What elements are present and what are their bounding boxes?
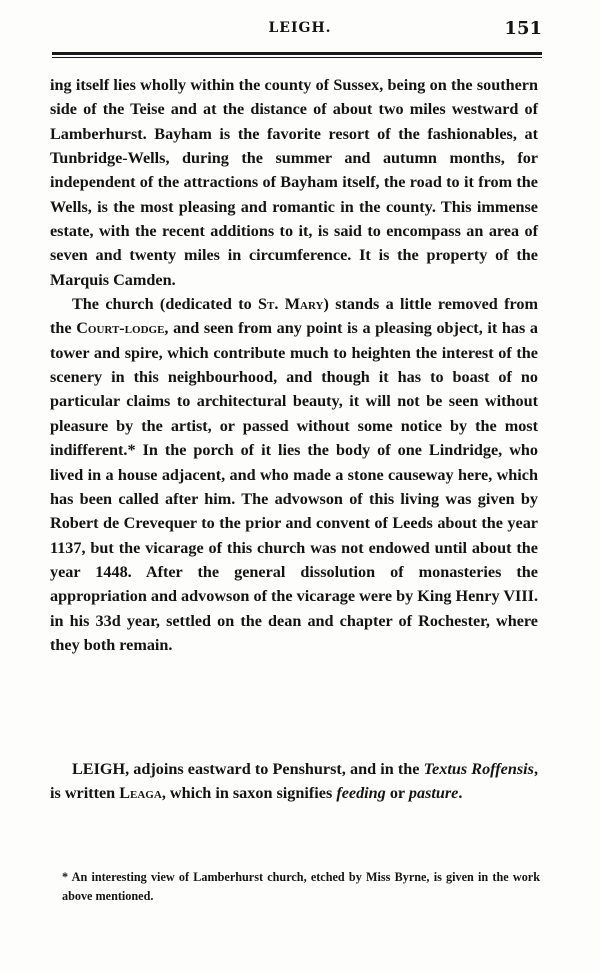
leigh-text-c: , which in saxon signifies <box>161 784 337 803</box>
pasture: pasture <box>408 784 459 803</box>
paragraph-bayham: ing itself lies wholly within the county of Sussex, being on the southern side of the Teise and at the distance of about two miles westward of Lamberhurst. Bayham is the favorite resort of the fashionables, at Tunbridge-Wells, during the summer and autumn months, for independent of the attractions of Bayham itself, the road to it from the Wells, is the most pleasing and romantic in the county. This immense estate, with the recent additions to it, is said to encompass an area of seven and twenty miles in circumference. It is the property of the Marquis Camden. <box>50 76 538 289</box>
church-text-b: ) stands a little removed from the <box>50 295 538 338</box>
church-text-a: The church (dedicated to <box>72 295 259 314</box>
page-header <box>50 14 550 48</box>
footnote: * An interesting view of Lamberhurst church, etched by Miss Byrne, is given in the work above mentioned. <box>62 870 540 903</box>
paragraph-church <box>50 292 538 657</box>
textus-roffensis: Textus Roffensis <box>423 760 534 778</box>
page-number: 151 <box>504 18 542 39</box>
running-head: LEIGH. <box>268 20 332 36</box>
main-text <box>50 73 538 657</box>
leigh-text-e: . <box>458 784 463 803</box>
header-rule-thin <box>52 57 542 58</box>
church-text-c: , and seen from any point is a pleasing object, it has a tower and spire, which contribute much to heighten the interest of the scenery in this neighbourhood, and though it has to boast of no particular claims to architectural beauty, it will not be seen without pleasure by the artist, or passed without some notice by the most indifferent.* In the porch of it lies the body of one Lindridge, who lived in a house adjacent, and who made a stone causeway here, which has been called after him. The advowson of this living was given by Robert de Crevequer to the prior and convent of Leeds about the year 1137, but the vicarage of this church was not endowed until about the year 1448. After the general dissolution of monasteries the appropriation and advowson of the vicarage were by King Henry VIII. in his 33d year, settled on the dean and chapter of Rochester, where they both remain. <box>50 319 538 654</box>
leigh-text-d: or <box>385 784 409 803</box>
dedication: St. Mary <box>258 295 324 314</box>
feeding: feeding <box>336 784 386 803</box>
leigh-text-b: , is written <box>50 760 538 803</box>
leaga: Leaga <box>119 784 162 803</box>
header-rule <box>52 52 542 55</box>
paragraph-leigh <box>50 757 538 806</box>
leigh-text-a: LEIGH, adjoins eastward to Penshurst, and in the <box>72 760 424 778</box>
court-lodge: Court-lodge <box>76 319 165 338</box>
